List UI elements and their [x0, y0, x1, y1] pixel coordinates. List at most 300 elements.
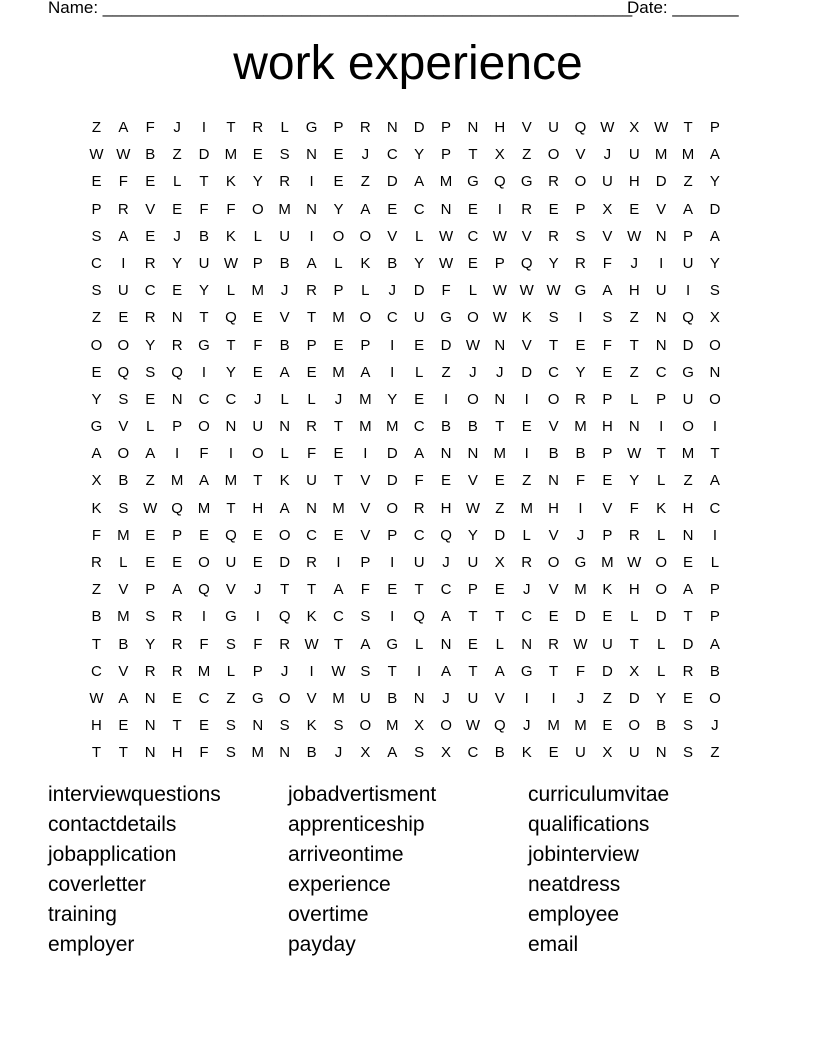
- grid-letter: E: [91, 173, 102, 191]
- grid-letter: E: [683, 689, 694, 707]
- grid-letter: V: [521, 227, 532, 245]
- grid-letter: E: [548, 744, 559, 762]
- grid-letter: O: [278, 526, 291, 544]
- grid-letter: Q: [440, 526, 452, 544]
- grid-letter: A: [683, 200, 694, 218]
- grid-letter: N: [386, 119, 398, 136]
- grid-letter: G: [440, 309, 452, 327]
- grid-letter: L: [414, 363, 424, 381]
- grid-letter: P: [441, 119, 452, 136]
- date-field-label: Date: _______: [627, 0, 739, 17]
- grid-letter: J: [388, 282, 396, 300]
- grid-letter: D: [413, 119, 425, 136]
- grid-letter: W: [654, 119, 669, 136]
- grid-letter: B: [118, 635, 129, 653]
- grid-letter: Y: [629, 472, 640, 490]
- grid-letter: L: [656, 662, 666, 680]
- grid-letter: D: [601, 662, 613, 680]
- grid-letter: K: [521, 309, 532, 327]
- grid-letter: K: [602, 581, 613, 599]
- grid-letter: L: [414, 227, 424, 245]
- grid-letter: E: [199, 717, 210, 735]
- grid-letter: Q: [413, 608, 425, 626]
- grid-letter: R: [171, 336, 183, 354]
- grid-letter: Z: [441, 363, 451, 381]
- grid-letter: E: [414, 390, 425, 408]
- grid-letter: Y: [387, 390, 398, 408]
- grid-letter: K: [279, 472, 290, 490]
- grid-letter: Z: [629, 309, 639, 327]
- grid-letter: X: [629, 119, 640, 136]
- grid-letter: R: [252, 119, 264, 136]
- grid-letter: R: [306, 554, 317, 571]
- grid-letter: N: [171, 309, 183, 327]
- grid-letter: Y: [414, 146, 425, 164]
- grid-letter: H: [171, 744, 183, 762]
- grid-letter: L: [468, 282, 478, 300]
- grid-letter: Q: [493, 717, 506, 735]
- grid-letter: E: [252, 554, 263, 571]
- grid-letter: T: [468, 608, 478, 626]
- grid-letter: B: [387, 254, 398, 272]
- grid-letter: F: [145, 119, 155, 136]
- grid-letter: T: [91, 744, 102, 762]
- grid-letter: J: [254, 581, 262, 599]
- grid-letter: J: [361, 146, 370, 164]
- grid-letter: M: [251, 282, 265, 300]
- grid-letter: H: [91, 717, 102, 735]
- grid-letter: P: [602, 445, 613, 463]
- grid-letter: M: [385, 418, 399, 436]
- grid-letter: S: [602, 309, 613, 327]
- grid-letter: O: [359, 227, 372, 245]
- grid-letter: U: [306, 472, 317, 490]
- word-list-item: qualifications: [528, 813, 650, 836]
- grid-letter: S: [118, 390, 129, 408]
- grid-letter: L: [280, 119, 289, 136]
- grid-letter: M: [547, 717, 560, 735]
- grid-letter: N: [144, 717, 156, 735]
- grid-letter: P: [709, 608, 720, 626]
- grid-letter: P: [709, 581, 720, 599]
- word-list-item: jobapplication: [48, 843, 177, 866]
- grid-letter: J: [630, 254, 638, 272]
- grid-letter: M: [574, 717, 587, 735]
- grid-letter: U: [413, 309, 425, 327]
- word-list-item: apprenticeship: [288, 813, 425, 836]
- grid-letter: Q: [682, 309, 694, 327]
- word-list-item: curriculumvitae: [528, 783, 670, 806]
- grid-letter: Q: [493, 173, 506, 191]
- grid-letter: M: [520, 499, 533, 517]
- grid-letter: C: [440, 581, 452, 599]
- grid-letter: E: [683, 554, 694, 571]
- grid-letter: S: [91, 282, 102, 300]
- grid-letter: C: [386, 146, 398, 164]
- grid-letter: V: [602, 227, 613, 245]
- grid-letter: T: [91, 635, 102, 653]
- grid-letter: F: [199, 200, 209, 218]
- grid-letter: N: [252, 717, 264, 735]
- grid-letter: M: [359, 418, 372, 436]
- grid-letter: W: [223, 254, 238, 272]
- grid-letter: A: [118, 227, 129, 245]
- grid-letter: A: [709, 146, 720, 164]
- grid-letter: E: [252, 363, 263, 381]
- grid-letter: Z: [602, 689, 612, 707]
- grid-letter: S: [683, 717, 694, 735]
- grid-letter: S: [145, 363, 156, 381]
- grid-letter: P: [91, 200, 102, 218]
- grid-letter: S: [548, 309, 559, 327]
- grid-letter: L: [361, 282, 370, 300]
- grid-letter: Z: [522, 146, 532, 164]
- grid-letter: C: [413, 200, 425, 218]
- grid-letter: P: [333, 282, 344, 300]
- grid-letter: Z: [360, 173, 370, 191]
- grid-letter: U: [601, 635, 613, 653]
- grid-letter: S: [118, 499, 129, 517]
- grid-letter: C: [91, 254, 102, 272]
- grid-letter: Y: [172, 254, 183, 272]
- grid-letter: O: [682, 418, 694, 436]
- grid-letter: M: [278, 200, 291, 218]
- grid-letter: T: [306, 309, 317, 327]
- grid-letter: C: [709, 499, 721, 517]
- grid-letter: S: [145, 608, 156, 626]
- grid-letter: I: [712, 526, 718, 544]
- grid-letter: K: [521, 744, 532, 762]
- grid-letter: Y: [199, 282, 210, 300]
- grid-letter: R: [306, 418, 317, 436]
- grid-letter: P: [656, 390, 667, 408]
- grid-letter: M: [224, 472, 238, 490]
- grid-letter: V: [602, 499, 613, 517]
- grid-letter: T: [226, 499, 236, 517]
- grid-letter: V: [548, 418, 559, 436]
- grid-letter: O: [440, 717, 452, 735]
- grid-letter: M: [332, 689, 345, 707]
- grid-letter: S: [279, 146, 290, 164]
- grid-letter: V: [306, 689, 317, 707]
- grid-letter: D: [655, 608, 667, 626]
- grid-letter: T: [199, 309, 209, 327]
- word-list-item: coverletter: [48, 873, 147, 896]
- grid-letter: P: [387, 526, 398, 544]
- grid-letter: R: [306, 282, 317, 300]
- grid-letter: S: [279, 717, 290, 735]
- grid-letter: L: [630, 390, 639, 408]
- word-list-item: email: [528, 933, 579, 956]
- grid-letter: N: [655, 744, 667, 762]
- grid-letter: I: [309, 662, 314, 680]
- grid-letter: I: [363, 445, 368, 463]
- grid-letter: M: [170, 472, 184, 490]
- grid-letter: E: [199, 526, 210, 544]
- grid-letter: Q: [225, 309, 237, 327]
- grid-letter: Y: [145, 635, 156, 653]
- grid-letter: R: [521, 200, 533, 218]
- grid-letter: I: [390, 554, 395, 571]
- grid-letter: E: [145, 526, 156, 544]
- grid-letter: I: [201, 363, 207, 381]
- grid-letter: O: [547, 146, 560, 164]
- grid-letter: E: [548, 608, 559, 626]
- grid-letter: M: [251, 744, 265, 762]
- grid-letter: R: [682, 662, 694, 680]
- grid-letter: A: [441, 662, 452, 680]
- grid-letter: U: [467, 554, 479, 571]
- grid-letter: J: [469, 363, 477, 381]
- grid-letter: J: [522, 581, 531, 599]
- grid-letter: O: [251, 200, 264, 218]
- grid-letter: F: [306, 445, 317, 463]
- grid-letter: J: [711, 717, 719, 735]
- grid-letter: I: [524, 689, 529, 707]
- grid-letter: S: [360, 662, 371, 680]
- grid-letter: U: [467, 689, 479, 707]
- grid-letter: P: [333, 119, 344, 136]
- grid-letter: F: [118, 173, 128, 191]
- grid-letter: X: [602, 744, 613, 762]
- grid-letter: B: [279, 254, 290, 272]
- grid-letter: C: [306, 526, 317, 544]
- grid-letter: Y: [575, 363, 586, 381]
- grid-letter: C: [144, 282, 156, 300]
- grid-letter: B: [441, 418, 452, 436]
- grid-letter: Z: [683, 472, 693, 490]
- grid-letter: P: [441, 146, 452, 164]
- grid-letter: U: [628, 744, 640, 762]
- grid-letter: M: [574, 581, 587, 599]
- grid-letter: D: [709, 200, 721, 218]
- grid-letter: A: [145, 445, 156, 463]
- grid-letter: B: [118, 472, 129, 490]
- grid-letter: O: [655, 554, 667, 571]
- grid-letter: A: [441, 608, 452, 626]
- grid-letter: G: [225, 608, 237, 626]
- grid-letter: W: [627, 554, 642, 571]
- grid-letter: T: [549, 336, 559, 354]
- grid-letter: E: [414, 336, 425, 354]
- grid-letter: N: [144, 689, 156, 707]
- word-list-item: neatdress: [528, 873, 621, 896]
- grid-letter: S: [575, 227, 586, 245]
- grid-letter: L: [656, 472, 666, 490]
- grid-letter: M: [224, 146, 238, 164]
- grid-letter: R: [144, 309, 156, 327]
- grid-letter: B: [199, 227, 210, 245]
- grid-letter: Z: [495, 499, 505, 517]
- grid-letter: A: [414, 445, 425, 463]
- grid-letter: A: [709, 635, 720, 653]
- grid-letter: R: [279, 173, 291, 191]
- grid-letter: W: [492, 309, 507, 327]
- grid-letter: G: [520, 662, 533, 680]
- grid-letter: F: [253, 336, 263, 354]
- grid-letter: T: [629, 635, 639, 653]
- grid-letter: P: [306, 336, 317, 354]
- grid-letter: W: [331, 662, 346, 680]
- grid-letter: R: [575, 390, 586, 408]
- grid-letter: R: [91, 554, 102, 571]
- grid-letter: K: [306, 608, 317, 626]
- grid-letter: T: [549, 662, 559, 680]
- grid-letter: E: [467, 254, 478, 272]
- grid-letter: P: [709, 119, 720, 136]
- grid-letter: P: [252, 254, 263, 272]
- grid-letter: W: [519, 282, 534, 300]
- grid-letter: G: [467, 173, 479, 191]
- grid-letter: T: [253, 472, 263, 490]
- grid-letter: H: [494, 119, 506, 136]
- grid-letter: P: [252, 662, 263, 680]
- grid-letter: A: [91, 445, 102, 463]
- grid-letter: B: [548, 445, 559, 463]
- grid-letter: H: [548, 499, 559, 517]
- grid-letter: Q: [520, 254, 533, 272]
- grid-letter: D: [386, 445, 398, 463]
- grid-letter: A: [387, 744, 398, 762]
- grid-letter: T: [172, 717, 182, 735]
- grid-letter: L: [280, 390, 289, 408]
- grid-letter: T: [333, 418, 344, 436]
- grid-letter: N: [467, 119, 479, 136]
- grid-letter: L: [334, 254, 343, 272]
- word-list-item: training: [48, 903, 117, 926]
- grid-letter: E: [118, 717, 129, 735]
- grid-letter: W: [465, 717, 480, 735]
- grid-letter: P: [494, 254, 505, 272]
- grid-letter: U: [117, 282, 129, 300]
- grid-letter: G: [305, 119, 318, 136]
- grid-letter: L: [656, 635, 666, 653]
- grid-letter: T: [226, 336, 236, 354]
- grid-letter: E: [602, 717, 613, 735]
- grid-letter: V: [575, 146, 586, 164]
- grid-letter: U: [252, 418, 264, 436]
- grid-letter: F: [91, 526, 102, 544]
- grid-letter: N: [682, 526, 694, 544]
- grid-letter: O: [117, 336, 130, 354]
- grid-letter: E: [494, 472, 505, 490]
- grid-letter: P: [683, 227, 694, 245]
- grid-letter: C: [548, 363, 559, 381]
- grid-letter: E: [521, 418, 532, 436]
- grid-letter: B: [145, 146, 156, 164]
- grid-letter: M: [332, 309, 345, 327]
- grid-letter: D: [494, 526, 506, 544]
- grid-letter: I: [309, 227, 314, 245]
- grid-letter: A: [118, 689, 129, 707]
- grid-letter: N: [413, 689, 425, 707]
- grid-letter: F: [414, 472, 424, 490]
- grid-letter: T: [629, 336, 639, 354]
- grid-letter: M: [439, 173, 453, 191]
- grid-letter: Y: [91, 390, 102, 408]
- grid-letter: D: [655, 173, 667, 191]
- grid-letter: W: [143, 499, 158, 517]
- grid-letter: E: [333, 336, 344, 354]
- grid-letter: U: [682, 390, 694, 408]
- grid-letter: O: [467, 309, 479, 327]
- grid-letter: O: [90, 336, 103, 354]
- grid-letter: N: [655, 227, 667, 245]
- grid-letter: F: [575, 662, 586, 680]
- grid-letter: D: [628, 689, 640, 707]
- word-list-item: jobinterview: [528, 843, 639, 866]
- grid-letter: L: [280, 445, 289, 463]
- grid-letter: Q: [574, 119, 587, 136]
- grid-letter: L: [307, 390, 316, 408]
- grid-letter: A: [333, 581, 344, 599]
- grid-letter: H: [628, 173, 640, 191]
- grid-letter: N: [655, 309, 667, 327]
- grid-letter: O: [386, 499, 399, 517]
- grid-letter: E: [441, 472, 452, 490]
- grid-letter: A: [199, 472, 210, 490]
- word-list-item: jobadvertisment: [288, 783, 437, 806]
- grid-letter: M: [654, 146, 668, 164]
- grid-letter: A: [360, 363, 371, 381]
- grid-letter: S: [333, 717, 344, 735]
- grid-letter: W: [492, 282, 507, 300]
- grid-letter: I: [390, 336, 395, 354]
- grid-letter: Q: [117, 363, 130, 381]
- letter-grid: [83, 114, 728, 767]
- grid-letter: N: [306, 499, 317, 517]
- grid-letter: V: [225, 581, 236, 599]
- grid-letter: U: [682, 254, 694, 272]
- grid-letter: F: [360, 581, 370, 599]
- grid-letter: N: [306, 146, 317, 164]
- word-list: [48, 780, 768, 960]
- grid-letter: W: [438, 254, 454, 272]
- word-list-item: overtime: [288, 903, 369, 926]
- grid-letter: T: [414, 581, 424, 599]
- word-list-item: experience: [288, 873, 391, 896]
- grid-letter: R: [628, 526, 640, 544]
- grid-letter: Y: [656, 689, 667, 707]
- grid-letter: E: [172, 282, 183, 300]
- grid-letter: W: [465, 336, 480, 354]
- page-title: work experience: [233, 37, 583, 90]
- grid-letter: A: [709, 472, 720, 490]
- grid-letter: N: [467, 445, 479, 463]
- grid-letter: D: [521, 363, 533, 381]
- grid-letter: X: [602, 200, 613, 218]
- grid-letter: N: [709, 363, 721, 381]
- grid-letter: B: [494, 744, 505, 762]
- header: [48, 0, 748, 20]
- grid-letter: N: [171, 390, 183, 408]
- grid-letter: I: [551, 689, 556, 707]
- grid-letter: E: [306, 363, 317, 381]
- grid-letter: E: [145, 390, 156, 408]
- grid-letter: K: [91, 499, 102, 517]
- grid-letter: O: [709, 689, 721, 707]
- grid-letter: V: [118, 581, 129, 599]
- grid-letter: D: [440, 336, 452, 354]
- grid-letter: F: [602, 336, 612, 354]
- grid-letter: C: [198, 390, 210, 408]
- grid-letter: O: [198, 418, 210, 436]
- grid-letter: Z: [172, 146, 182, 164]
- grid-letter: F: [629, 499, 639, 517]
- grid-letter: F: [602, 254, 612, 272]
- grid-letter: M: [332, 363, 345, 381]
- grid-letter: T: [333, 472, 344, 490]
